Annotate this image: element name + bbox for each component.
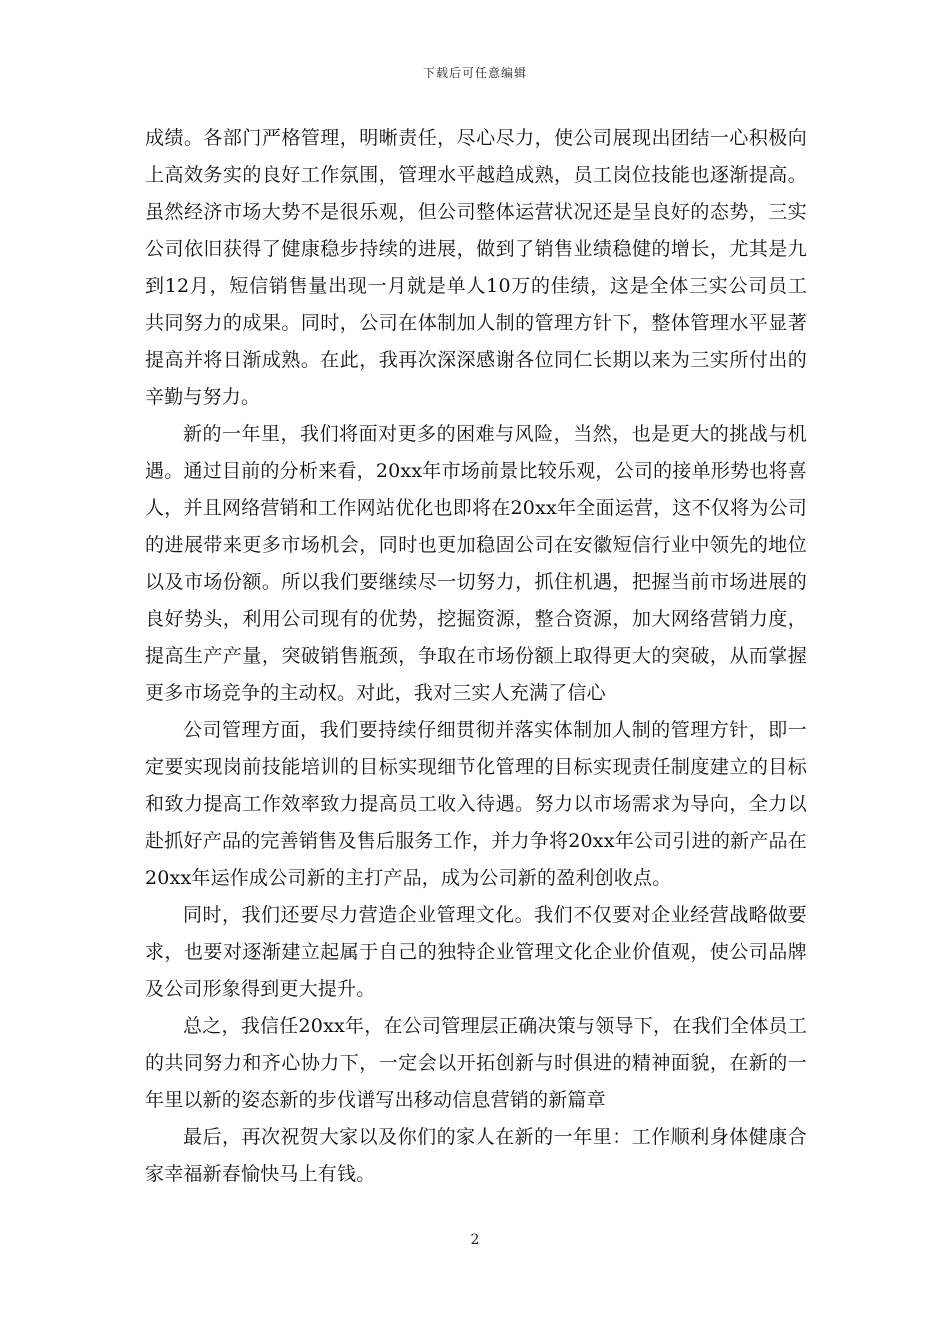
paragraph-4: 同时，我们还要尽力营造企业管理文化。我们不仅要对企业经营战略做要求，也要对逐渐建立起属于自己的独特企业管理文化企业价值观，使公司品牌及公司形象得到更大提升。: [145, 904, 807, 1000]
page-number: 2: [470, 1232, 480, 1248]
document-body: [145, 120, 807, 1193]
paragraph-3: 公司管理方面，我们要持续仔细贯彻并落实体制加人制的管理方针，即一定要实现岗前技能培训的目标实现细节化管理的目标实现责任制度建立的目标和致力提高工作效率致力提高员工收入待遇。努力以市场需求为导向，全力以赴抓好产品的完善销售及售后服务工作，并力争将20xx年公司引进的新产品在20xx年运作成公司新的主打产品，成为公司新的盈利创收点。: [145, 719, 807, 889]
paragraph-2: 新的一年里，我们将面对更多的困难与风险，当然，也是更大的挑战与机遇。通过目前的分析来看，20xx年市场前景比较乐观，公司的接单形势也将喜人，并且网络营销和工作网站优化也即将在20xx年全面运营，这不仅将为公司的进展带来更多市场机会，同时也更加稳固公司在安徽短信行业中领先的地位以及市场份额。所以我们要继续尽一切努力，抓住机遇，把握当前市场进展的良好势头，利用公司现有的优势，挖掘资源，整合资源，加大网络营销力度，提高生产产量，突破销售瓶颈，争取在市场份额上取得更大的突破，从而掌握更多市场竞争的主动权。对此，我对三实人充满了信心: [145, 423, 807, 704]
paragraph-5: 总之，我信任20xx年，在公司管理层正确决策与领导下，在我们全体员工的共同努力和齐心协力下，一定会以开拓创新与时俱进的精神面貌，在新的一年里以新的姿态新的步伐谱写出移动信息营销的新篇章: [145, 1015, 807, 1111]
paragraph-6: 最后，再次祝贺大家以及你们的家人在新的一年里：工作顺利身体健康合家幸福新春愉快马上有钱。: [145, 1126, 807, 1185]
page-header-note: 下载后可任意编辑: [422, 66, 527, 80]
paragraph-1: 成绩。各部门严格管理，明晰责任，尽心尽力，使公司展现出团结一心积极向上高效务实的良好工作氛围，管理水平越趋成熟，员工岗位技能也逐渐提高。虽然经济市场大势不是很乐观，但公司整体运营状况还是呈良好的态势，三实公司依旧获得了健康稳步持续的进展，做到了销售业绩稳健的增长，尤其是九到12月，短信销售量出现一月就是单人10万的佳绩，这是全体三实公司员工共同努力的成果。同时，公司在体制加人制的管理方针下，整体管理水平显著提高并将日渐成熟。在此，我再次深深感谢各位同仁长期以来为三实所付出的辛勤与努力。: [145, 127, 807, 408]
